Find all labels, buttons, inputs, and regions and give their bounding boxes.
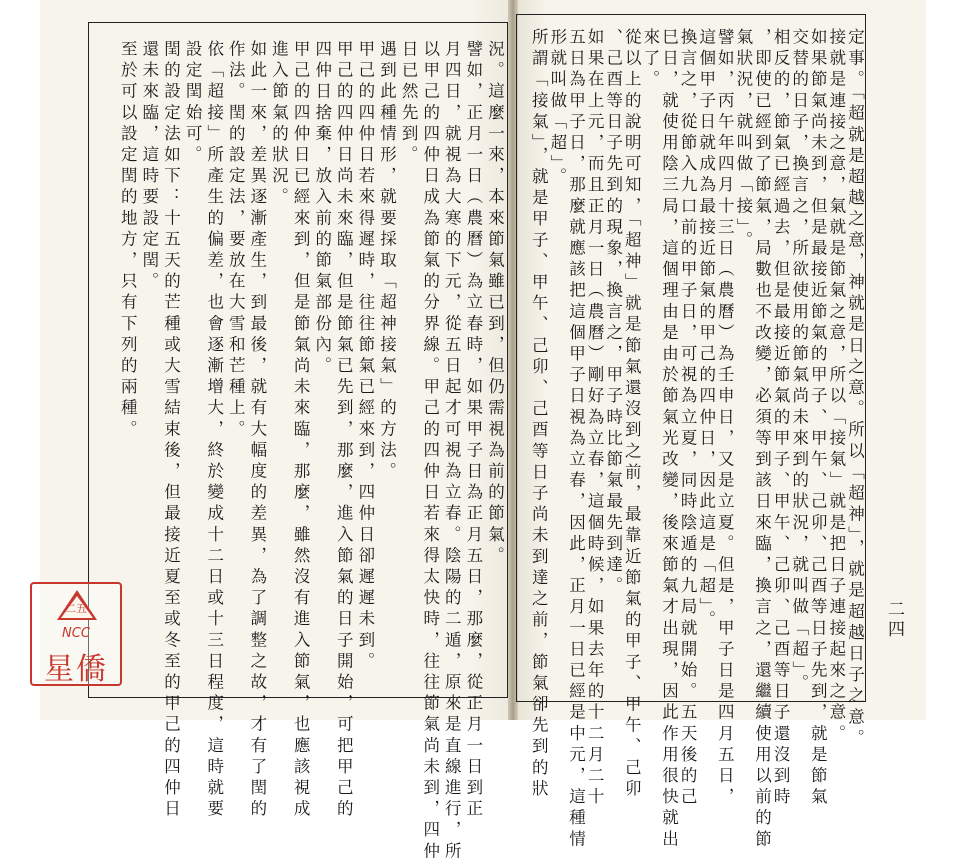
text-column: 五日為甲子日，那麼就應該把這個甲子日視為立春，因此，正月一日已經是中元，這種情 — [566, 28, 586, 851]
text-column: 四仲日捨棄，放入前的節氣部份內。 — [312, 40, 332, 378]
text-column: 作法。閏的設定法，要放在大雪和芒種上。 — [226, 40, 246, 441]
text-column: 定事。「超就是超越之意，神就是日之意。所以「超神」，就是超越日子之意。 — [845, 28, 865, 750]
text-column: 、己酉等日子先到的現象，換言之，甲子時比節氣最先到達。 — [603, 28, 623, 598]
page-number: 二四 — [884, 600, 904, 640]
text-column: 巳日，就使用陰三局，這個理由是由於節氣光改變，後來節氣才出現，因此作用很快就出 — [659, 28, 679, 851]
text-column: 依「超接」所產生的偏差，也會逐漸增大，終於變成十二日或十三日程度，這時就要 — [204, 40, 224, 821]
text-column: 交替的日子，換言之，所欲使用的節氣尚未來到的狀況，就叫做「超」。 — [789, 28, 809, 695]
text-column: 如此一來，差異逐漸產生，到最後，就有大幅度的差異，為了調整之故，才有了閏的 — [247, 40, 267, 821]
text-column: 甲己的四仲日尚未來臨，但是節氣已先到，那麼，進入節氣的日子開始，可把甲己的 — [334, 40, 354, 821]
text-column: 設定閏始可。 — [183, 40, 203, 167]
text-column: 月四日，就視為大寒的下元，從五日起才可視為立春。陰陽的二遁，原來是直線進行，所 — [442, 40, 462, 863]
text-column: 譬如，丙午年四月十三日（農曆）為壬申日，又是立夏。但是，甲子日是四月五日， — [715, 28, 735, 809]
text-column: 如果節氣尚未到，但是最接近節氣的甲子、甲午、己卯、己酉等日子先到，就是節氣 — [808, 28, 828, 809]
text-column: 如果在上元，而且正月一日（農曆）剛好為立春，這個時候，如果去年的十二月二十 — [585, 28, 605, 809]
text-column: 甲己的四仲日已經來到，但是節氣尚未來臨，那麼，雖然沒有進入節氣，也應該視成 — [291, 40, 311, 821]
text-column: 況。這麼一來，本來節氣雖已到，但仍需視為前的節氣。 — [485, 40, 505, 568]
stamp-number: 二五 — [65, 602, 87, 615]
text-column: 換言之，從節入九口前的甲子日，可視為立夏，同時陰遁的九局就開始。五天後的己 — [678, 28, 698, 809]
text-column: 接就是連接之意，氣就是節氣之意，所以「接氣」就是把日子連接起來之意。 — [826, 28, 846, 746]
text-column: 還未來臨，這時要設定閏。 — [139, 40, 159, 294]
text-column: 日已然先到。 — [399, 40, 419, 167]
stamp-name: 星僑 — [44, 652, 108, 687]
text-column: 遇到此種情形，就要採取「超神接氣」的方法。 — [377, 40, 397, 484]
stamp-code: NCC — [62, 626, 90, 641]
text-column: 所謂「接氣」，就是甲子、甲午、己卯、己酉等日子尚未到達之前，節氣卻先到的狀 — [529, 28, 549, 801]
text-column: 以甲己的四仲日成為節氣的分界線。甲己的四仲日若來得太快時，往往節氣尚未到，四仲 — [420, 40, 440, 863]
text-column: 從以上的說明可知，「超神」就是節氣還沒到之前，最靠近節氣的甲子、甲午、己卯 — [622, 28, 642, 801]
text-column: 閏的設定法如下：十五天的芒種或大雪結束後，但最接近夏至或冬至的甲己的四仲日 — [161, 40, 181, 821]
text-column: 進入節氣的狀況。 — [269, 40, 289, 209]
text-column: 這個甲子日就成為最接近節氣的甲己的四仲日，因此這是「超」。 — [696, 28, 716, 632]
text-column: 氣狀況，就叫做「接」。 — [733, 28, 753, 252]
text-column: 來了。 — [640, 28, 660, 92]
text-column: 形就叫做「超」。 — [547, 28, 567, 189]
text-column: ，即使已經到了節氣，局數也不改變，必須等到該日來臨，換言之，還繼續使用以前的節 — [752, 28, 772, 851]
text-column: 至於可以設定閏的地方，只有下列的兩種。 — [118, 40, 138, 441]
text-column: 甲己的四仲日若來得遲時，往往節氣已經來到，四仲日卻遲遲未到。 — [355, 40, 375, 673]
publisher-stamp-logo — [30, 582, 122, 686]
text-column: 譬如，正月一日（農曆）為立春時，如果甲子日為正月五日，那麼，從正月一日到正 — [463, 40, 483, 821]
text-column: 相反的，節氣已經過去，但是最接近節氣的甲子、甲午、己卯、己酉等日子還沒到時 — [771, 28, 791, 809]
